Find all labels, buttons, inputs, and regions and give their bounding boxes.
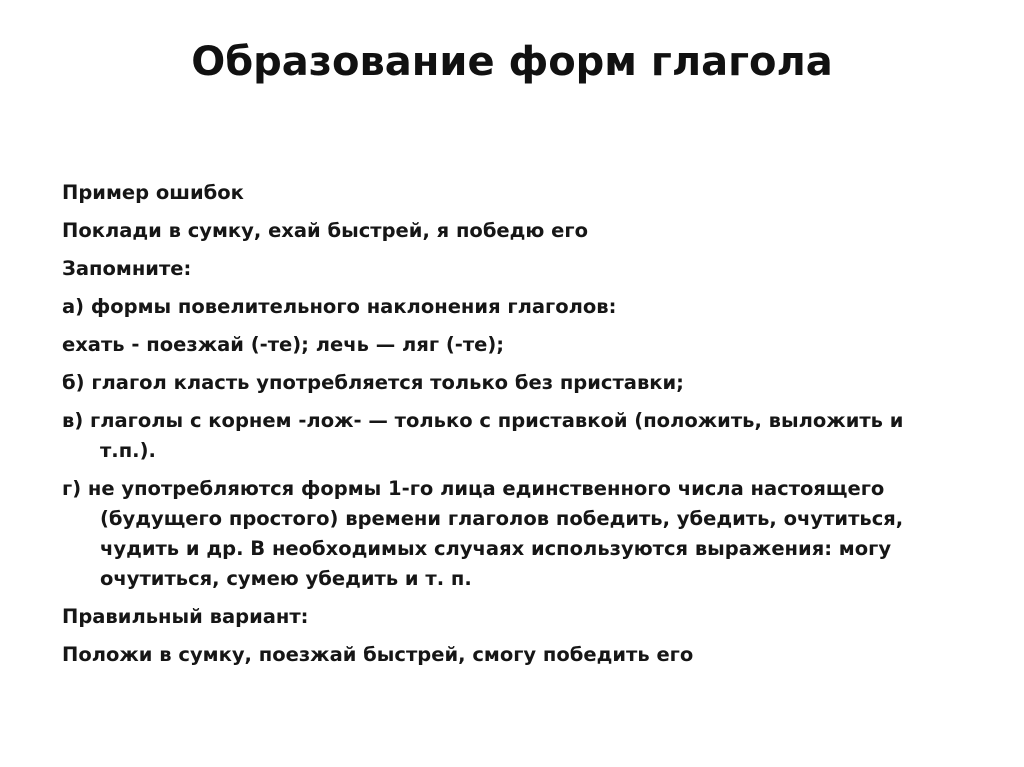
paragraph-rule-d: г) не употребляются формы 1-го лица единственного числа настоящего (будущего простого) времени глаголов победить, убедить, очутиться, чудить и др. В необходимых случаях используются выражения: могу очутиться, сумею убедить и т. п. — [62, 477, 904, 590]
paragraph-error-example: Поклади в сумку, ехай быстрей, я победю его — [62, 219, 588, 242]
paragraph-correct-heading: Правильный вариант: — [62, 605, 309, 628]
paragraph-rule-a: а) формы повелительного наклонения глаголов: — [62, 295, 617, 318]
paragraph-remember-heading: Запомните: — [62, 257, 192, 280]
paragraph-rule-c: в) глаголы с корнем -лож- — только с приставкой (положить, выложить и т.п.). — [62, 409, 904, 462]
paragraph-rule-a-example: ехать - поезжай (-те); лечь — ляг (-те); — [62, 333, 505, 356]
paragraph-error-example-heading: Пример ошибок — [62, 181, 244, 204]
paragraph-correct-example: Положи в сумку, поезжай быстрей, смогу победить его — [62, 643, 694, 666]
slide-body — [62, 178, 962, 678]
paragraph-rule-b: б) глагол класть употребляется только без приставки; — [62, 371, 684, 394]
slide-title: Образование форм глагола — [191, 39, 833, 85]
